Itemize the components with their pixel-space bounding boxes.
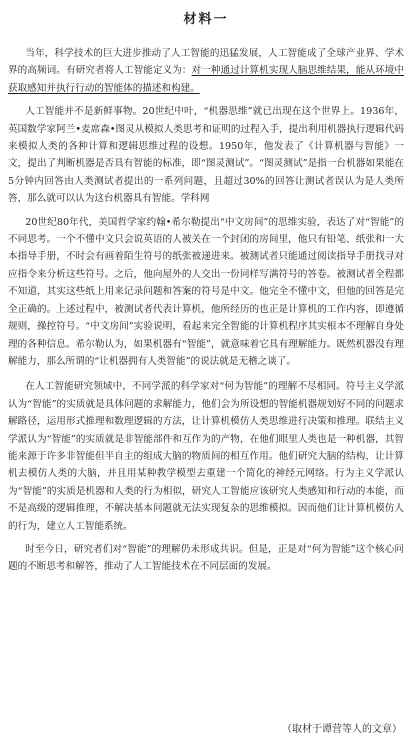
- material-title: 材料一: [183, 12, 229, 27]
- paragraph-5: 时至今日，研究者们对“智能”的理解仍未形成共识。但是，正是对“何为智能”这个核心问题的不断思考和解答，推动了人工智能技术在不同层面的发展。: [8, 543, 404, 573]
- paragraph-3: 20世纪80年代，美国哲学家约翰•希尔勒提出“中文房间”的思维实验，表达了对“智能”的不同思考。一个不懂中文只会说英语的人被关在一个封闭的房间里，他只有铅笔、纸张和一大本指导手册，不时会有画着陌生符号的纸张被递进来。被测试者只能通过阅读指导手册找寻对应指令来分析这些符号。之后，他向屋外的人交出一份同样写满符号的答卷。被测试者全程都不知道，其实这些纸上用来记录问题和答案的符号是中文。他完全不懂中文，但他的回答是完全正确的。上述过程中，被测试者代表计算机，他所经历的也正是计算机的工作内容，即遵循规则，操控符号。“中文房间”实验说明，看起来完全智能的计算机程序其实根本不理解自身处理的各种信息。希尔勒认为，如果机器有“智能”，就意味着它具有理解能力。既然机器没有理解能力，那么所谓的“让机器拥有人类智能”的说法就是无稽之谈了。: [8, 216, 404, 367]
- paragraph-2: 人工智能并不是新鲜事物。20世纪中叶，“机器思维”就已出现在这个世界上。1936年，英国数学家阿兰•麦席森•图灵从模拟人类思考和证明的过程入手，提出利用机器执行逻辑代码来模拟人类的各种计算和逻辑思维过程的设想。1950年，他发表了《计算机器与智能》一文，提出了判断机器是否具有智能的标准，即“图灵测试”。“图灵测试”是指一台机器如果能在5分钟内回答由人类测试者提出的一系列问题，且超过30%的回答让测试者误认为是人类所答，那么就可以认为这台机器具有智能。学科网: [8, 106, 404, 205]
- paragraph-1-text: 当年，科学技术的巨大进步推动了人工智能的迅猛发展，人工智能成了全球产业界、学术界的高频词。有研究者将人工智能定义为：: [8, 48, 404, 77]
- paragraph-1: [8, 45, 404, 97]
- paragraph-1-underlined-definition: 对一种通过计算机实现人脑思维结果，能从环境中获取感知并执行行动的智能体的描述和构建。: [8, 65, 405, 94]
- source-note: （取材于谭营等人的文章）: [282, 724, 402, 735]
- paragraph-4: 在人工智能研究领域中，不同学派的科学家对“何为智能”的理解不尽相同。符号主义学派认为“智能”的实质就是具体问题的求解能力，他们会为所设想的智能机器规划好不同的问题求解路径，运用形式推理和数理逻辑的方法，让计算机模仿人类思维进行决策和推理。联结主义学派认为“智能”的实质就是非智能部件和互作为的产物，在他们眼里人类也是一种机器，其智能来源于许多非智能但半自主的组成大脑的物质间的相互作用。他们研究大脑的结构，让计算机去模仿人类的大脑，并且用某种教学模型去重建一个简化的神经元网络。行为主义学派认为“智能”的实质是机器和人类的行为相似，研究人工智能应该研究人类感知和行动的本能，而不是高级的逻辑推理，不解决基本问题就无法实现复杂的思维模拟。因而他们让计算机模仿人的行为，建立人工智能系统。: [8, 381, 404, 532]
